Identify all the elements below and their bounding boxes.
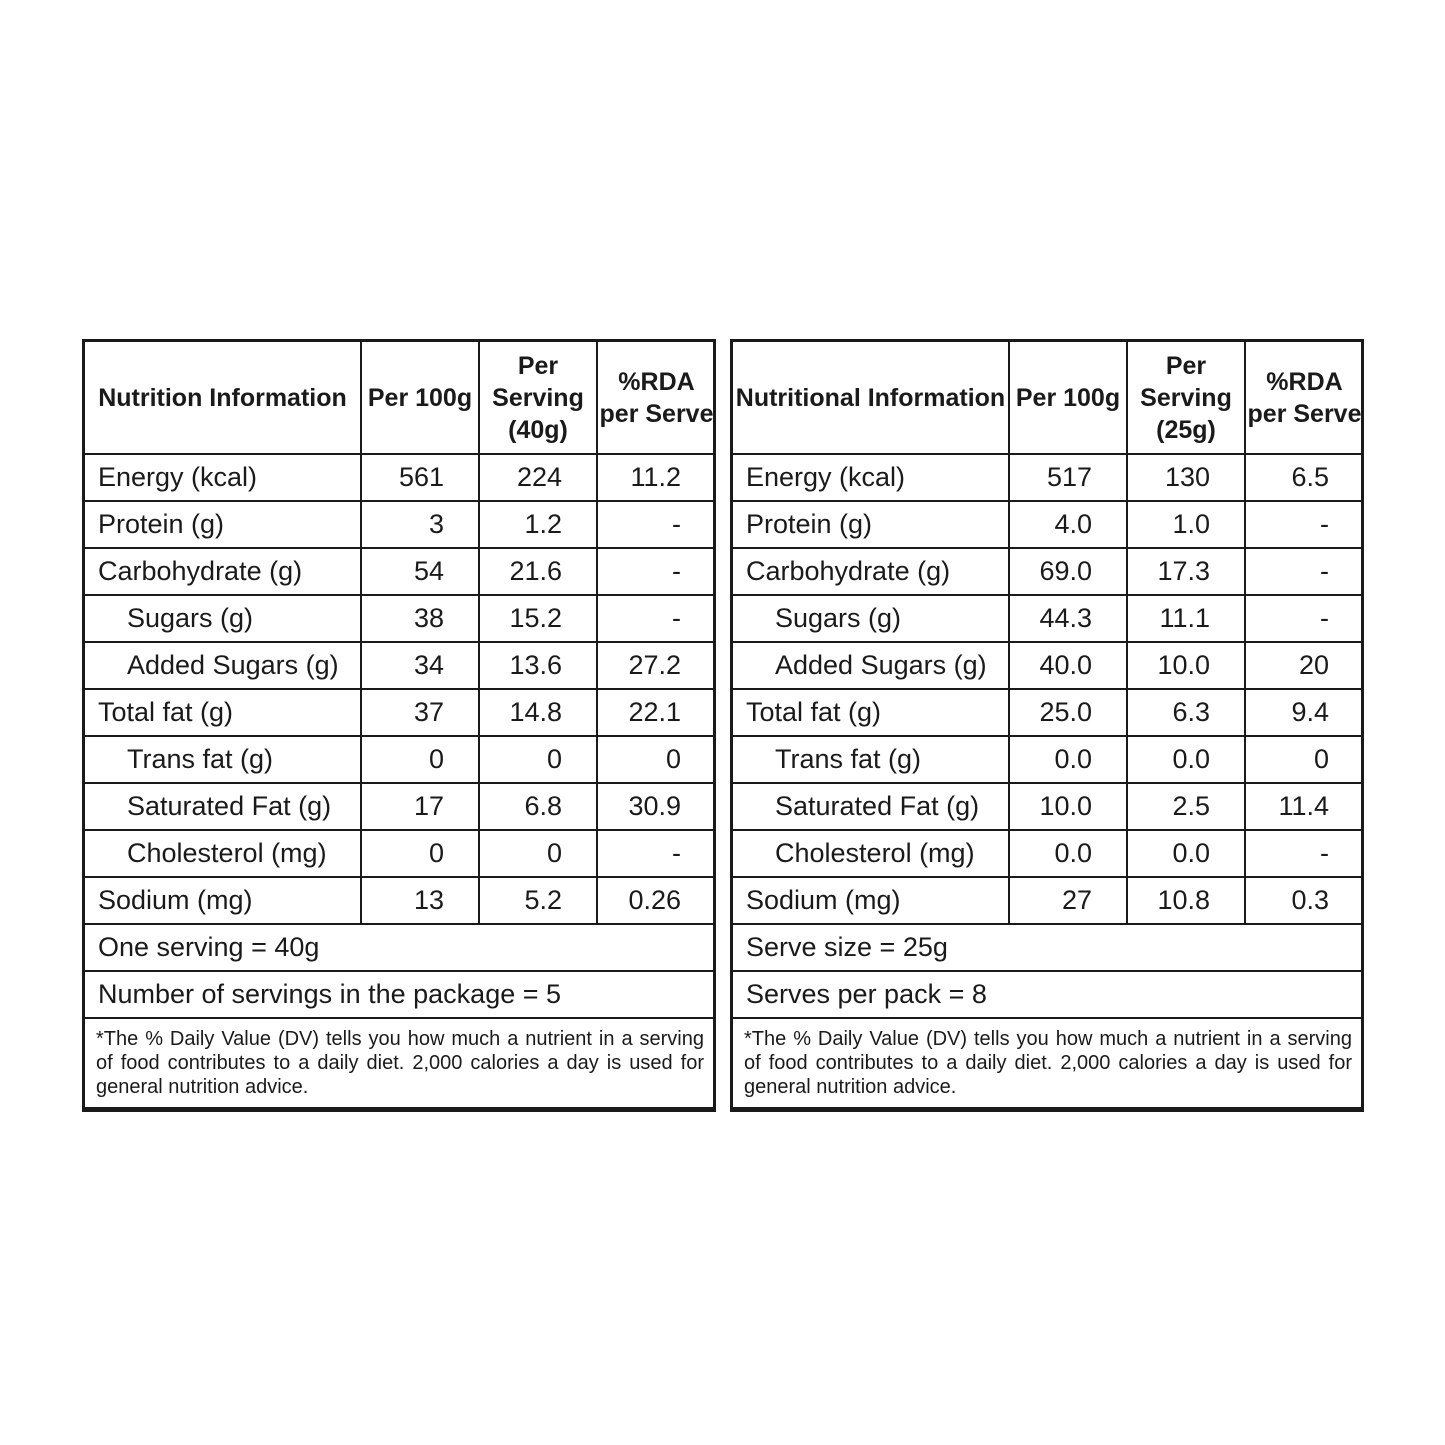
table-row xyxy=(733,595,1363,642)
table-header-row xyxy=(85,342,715,454)
header-per-serving: Per Serving (25g) xyxy=(1127,342,1245,454)
value-per-serving: 0.0 xyxy=(1127,736,1245,783)
nutrient-name: Saturated Fat (g) xyxy=(85,783,361,830)
value-rda: 6.5 xyxy=(1245,454,1363,501)
value-per-serving: 10.8 xyxy=(1127,877,1245,924)
table-row xyxy=(85,830,715,877)
value-rda: - xyxy=(1245,501,1363,548)
table-row xyxy=(733,454,1363,501)
value-per-100g: 40.0 xyxy=(1009,642,1127,689)
value-per-serving: 13.6 xyxy=(479,642,597,689)
table-row xyxy=(733,642,1363,689)
nutrient-name: Energy (kcal) xyxy=(733,454,1009,501)
header-per-100g: Per 100g xyxy=(361,342,479,454)
value-per-serving: 1.2 xyxy=(479,501,597,548)
nutrient-name: Cholesterol (mg) xyxy=(85,830,361,877)
nutrient-name: Trans fat (g) xyxy=(733,736,1009,783)
table-row xyxy=(733,877,1363,924)
servings-count-row xyxy=(85,971,715,1018)
value-per-100g: 44.3 xyxy=(1009,595,1127,642)
table-row xyxy=(85,642,715,689)
table-row xyxy=(85,595,715,642)
value-per-100g: 69.0 xyxy=(1009,548,1127,595)
value-rda: 0.26 xyxy=(597,877,715,924)
value-rda: - xyxy=(597,501,715,548)
table-header-row xyxy=(733,342,1363,454)
nutrient-name: Sodium (mg) xyxy=(733,877,1009,924)
header-nutrient: Nutrition Information xyxy=(85,342,361,454)
table-row xyxy=(85,548,715,595)
nutrient-name: Sugars (g) xyxy=(85,595,361,642)
value-per-serving: 10.0 xyxy=(1127,642,1245,689)
value-rda: 22.1 xyxy=(597,689,715,736)
value-rda: 20 xyxy=(1245,642,1363,689)
header-nutrient: Nutritional Information xyxy=(733,342,1009,454)
nutrient-name: Protein (g) xyxy=(85,501,361,548)
value-per-100g: 13 xyxy=(361,877,479,924)
value-per-100g: 561 xyxy=(361,454,479,501)
value-per-serving: 21.6 xyxy=(479,548,597,595)
value-per-100g: 25.0 xyxy=(1009,689,1127,736)
table-row xyxy=(733,830,1363,877)
value-rda: 11.4 xyxy=(1245,783,1363,830)
value-per-100g: 0.0 xyxy=(1009,736,1127,783)
nutrient-name: Sugars (g) xyxy=(733,595,1009,642)
value-per-100g: 0 xyxy=(361,736,479,783)
table-row xyxy=(733,548,1363,595)
dv-note-text: *The % Daily Value (DV) tells you how much a nutrient in a serving of food contributes to a daily diet. 2,000 calories a day is used for general nutrition advice. xyxy=(733,1018,1363,1108)
table-row xyxy=(85,501,715,548)
value-rda: 27.2 xyxy=(597,642,715,689)
value-per-serving: 17.3 xyxy=(1127,548,1245,595)
table-row xyxy=(85,736,715,783)
header-per-serving: Per Serving (40g) xyxy=(479,342,597,454)
value-rda: - xyxy=(1245,830,1363,877)
value-per-serving: 6.8 xyxy=(479,783,597,830)
dv-note-row xyxy=(733,1018,1363,1108)
header-per-100g: Per 100g xyxy=(1009,342,1127,454)
nutrient-name: Energy (kcal) xyxy=(85,454,361,501)
nutrient-name: Total fat (g) xyxy=(85,689,361,736)
value-per-100g: 17 xyxy=(361,783,479,830)
value-rda: - xyxy=(597,595,715,642)
servings-count-row xyxy=(733,971,1363,1018)
value-per-serving: 130 xyxy=(1127,454,1245,501)
nutrition-table xyxy=(733,342,1363,1109)
table-row xyxy=(733,689,1363,736)
dv-note-text: *The % Daily Value (DV) tells you how much a nutrient in a serving of food contributes to a daily diet. 2,000 calories a day is used for general nutrition advice. xyxy=(85,1018,715,1108)
table-row xyxy=(85,783,715,830)
nutrition-table-left xyxy=(82,339,716,1112)
nutrient-name: Added Sugars (g) xyxy=(85,642,361,689)
nutrient-name: Saturated Fat (g) xyxy=(733,783,1009,830)
serving-size-text: Serve size = 25g xyxy=(733,924,1363,971)
value-per-100g: 27 xyxy=(1009,877,1127,924)
nutrition-table-right xyxy=(730,339,1364,1112)
value-rda: 0 xyxy=(597,736,715,783)
value-per-100g: 10.0 xyxy=(1009,783,1127,830)
value-per-serving: 1.0 xyxy=(1127,501,1245,548)
value-per-serving: 14.8 xyxy=(479,689,597,736)
nutrient-name: Sodium (mg) xyxy=(85,877,361,924)
table-row xyxy=(85,454,715,501)
serving-size-row xyxy=(85,924,715,971)
value-per-serving: 5.2 xyxy=(479,877,597,924)
value-per-100g: 517 xyxy=(1009,454,1127,501)
nutrient-name: Cholesterol (mg) xyxy=(733,830,1009,877)
value-per-serving: 6.3 xyxy=(1127,689,1245,736)
servings-count-text: Number of servings in the package = 5 xyxy=(85,971,715,1018)
value-per-serving: 0.0 xyxy=(1127,830,1245,877)
value-per-100g: 38 xyxy=(361,595,479,642)
table-row xyxy=(733,783,1363,830)
value-per-100g: 54 xyxy=(361,548,479,595)
value-rda: - xyxy=(1245,548,1363,595)
value-per-serving: 15.2 xyxy=(479,595,597,642)
value-rda: 0.3 xyxy=(1245,877,1363,924)
table-row xyxy=(85,689,715,736)
value-rda: - xyxy=(597,548,715,595)
table-row xyxy=(85,877,715,924)
serving-size-text: One serving = 40g xyxy=(85,924,715,971)
value-rda: - xyxy=(597,830,715,877)
nutrient-name: Added Sugars (g) xyxy=(733,642,1009,689)
nutrient-name: Trans fat (g) xyxy=(85,736,361,783)
nutrient-name: Carbohydrate (g) xyxy=(733,548,1009,595)
dv-note-row xyxy=(85,1018,715,1108)
value-rda: - xyxy=(1245,595,1363,642)
value-per-serving: 11.1 xyxy=(1127,595,1245,642)
value-rda: 11.2 xyxy=(597,454,715,501)
header-rda: %RDA per Serve xyxy=(597,342,715,454)
nutrient-name: Carbohydrate (g) xyxy=(85,548,361,595)
value-per-serving: 0 xyxy=(479,830,597,877)
table-row xyxy=(733,736,1363,783)
value-per-100g: 0 xyxy=(361,830,479,877)
nutrient-name: Protein (g) xyxy=(733,501,1009,548)
value-per-100g: 0.0 xyxy=(1009,830,1127,877)
nutrient-name: Total fat (g) xyxy=(733,689,1009,736)
value-rda: 30.9 xyxy=(597,783,715,830)
value-per-100g: 3 xyxy=(361,501,479,548)
table-row xyxy=(733,501,1363,548)
value-per-serving: 2.5 xyxy=(1127,783,1245,830)
serving-size-row xyxy=(733,924,1363,971)
value-per-serving: 0 xyxy=(479,736,597,783)
value-per-serving: 224 xyxy=(479,454,597,501)
value-per-100g: 37 xyxy=(361,689,479,736)
value-per-100g: 4.0 xyxy=(1009,501,1127,548)
header-rda: %RDA per Serve xyxy=(1245,342,1363,454)
value-rda: 0 xyxy=(1245,736,1363,783)
value-per-100g: 34 xyxy=(361,642,479,689)
nutrition-table xyxy=(85,342,715,1109)
value-rda: 9.4 xyxy=(1245,689,1363,736)
servings-count-text: Serves per pack = 8 xyxy=(733,971,1363,1018)
